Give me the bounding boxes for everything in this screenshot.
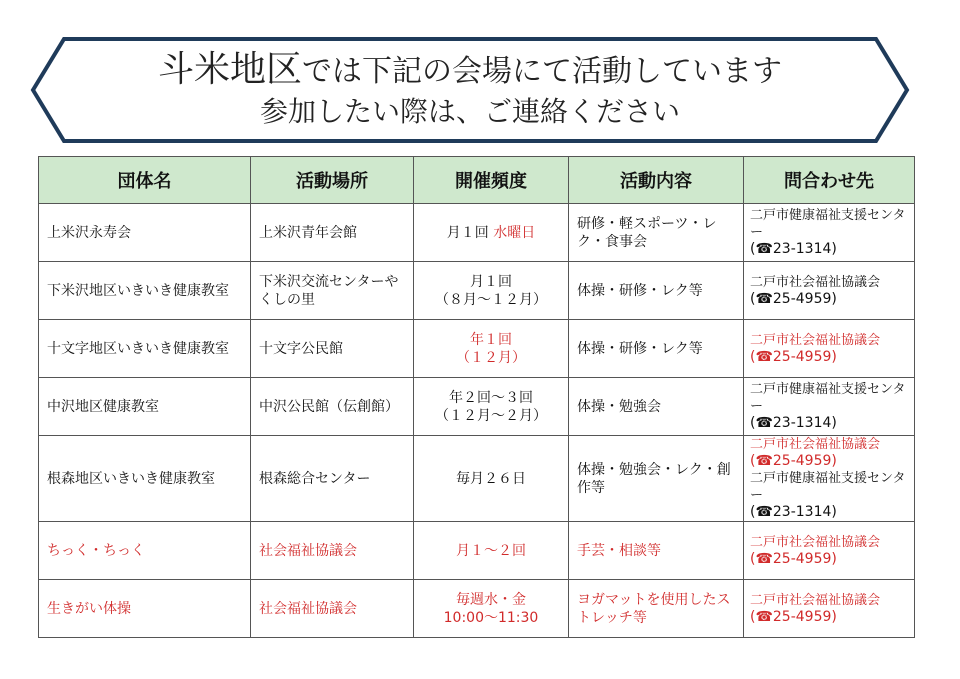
contact-phone: (☎25-4959) [750,453,837,469]
place: 社会福祉協議会 [251,580,414,638]
content: 体操・勉強会・レク・創作等 [569,436,744,522]
contact [744,378,915,436]
frequency [414,262,569,320]
content: 体操・研修・レク等 [569,262,744,320]
contact [744,436,915,522]
frequency [414,320,569,378]
group-name: ちっく・ちっく [39,522,251,580]
frequency-time: 10:00～11:30 [443,609,539,626]
contact-org-secondary: 二戸市健康福祉支援センター [750,471,906,503]
contact-org: 二戸市社会福祉協議会 [750,534,881,550]
content: 体操・勉強会 [569,378,744,436]
contact-phone-secondary: (☎23-1314) [750,504,837,520]
frequency [414,204,569,262]
contact-phone: (☎25-4959) [750,290,837,307]
place: 社会福祉協議会 [251,522,414,580]
place: 上米沢青年会館 [251,204,414,262]
frequency-period: （８月～１２月） [435,291,547,308]
frequency-text: 年１回 [470,331,512,348]
table-row [39,580,915,638]
frequency-day: 水曜日 [493,224,536,241]
contact [744,320,915,378]
table-row [39,320,915,378]
contact-org: 二戸市社会福祉協議会 [750,592,881,608]
content: 体操・研修・レク等 [569,320,744,378]
table-row [39,436,915,522]
content: 手芸・相談等 [569,522,744,580]
frequency [414,378,569,436]
frequency-period: （１２月） [456,349,526,366]
place: 中沢公民館（伝創館） [251,378,414,436]
title-line-1-rest: では下記の会場にて活動しています [302,54,782,89]
header-contact: 問合わせ先 [744,157,915,204]
group-name: 下米沢地区いきいき健康教室 [39,262,251,320]
area-name: 斗米地区 [157,49,302,90]
frequency: 月１～２回 [414,522,569,580]
frequency-text: 年２回～３回 [449,389,533,406]
contact-phone: (☎23-1314) [750,241,837,257]
contact [744,522,915,580]
contact-phone: (☎23-1314) [750,415,837,431]
table-row [39,204,915,262]
contact-org: 二戸市社会福祉協議会 [750,437,881,452]
group-name: 生きがい体操 [39,580,251,638]
table-header-row [39,157,915,204]
table-row [39,522,915,580]
header-place: 活動場所 [251,157,414,204]
contact-org: 二戸市社会福祉協議会 [750,332,881,348]
title-line-1 [30,50,910,92]
content: 研修・軽スポーツ・レク・食事会 [569,204,744,262]
contact-phone: (☎25-4959) [750,348,837,365]
group-name: 根森地区いきいき健康教室 [39,436,251,522]
header-content: 活動内容 [569,157,744,204]
contact [744,204,915,262]
group-name: 十文字地区いきいき健康教室 [39,320,251,378]
activities-table [38,156,915,638]
frequency-text: 月１回 [446,224,489,241]
contact [744,262,915,320]
contact-org: 二戸市健康福祉支援センター [750,208,906,240]
contact [744,580,915,638]
frequency-text: 毎週水・金 [456,591,526,608]
contact-org: 二戸市社会福祉協議会 [750,274,881,290]
contact-org: 二戸市健康福祉支援センター [750,382,906,414]
table-row [39,378,915,436]
frequency-period: （１２月～２月） [435,407,547,424]
content: ヨガマットを使用したストレッチ等 [569,580,744,638]
frequency [414,580,569,638]
group-name: 中沢地区健康教室 [39,378,251,436]
header-frequency: 開催頻度 [414,157,569,204]
group-name: 上米沢永寿会 [39,204,251,262]
contact-phone: (☎25-4959) [750,550,837,567]
table-row [39,262,915,320]
title-line-2: 参加したい際は、ご連絡ください [259,95,680,128]
place: 根森総合センター [251,436,414,522]
place: 下米沢交流センターやくしの里 [251,262,414,320]
frequency-text: 月１回 [470,273,512,290]
contact-phone: (☎25-4959) [750,608,837,625]
header-group-name: 団体名 [39,157,251,204]
title-banner [30,36,910,144]
place: 十文字公民館 [251,320,414,378]
frequency: 毎月２６日 [414,436,569,522]
